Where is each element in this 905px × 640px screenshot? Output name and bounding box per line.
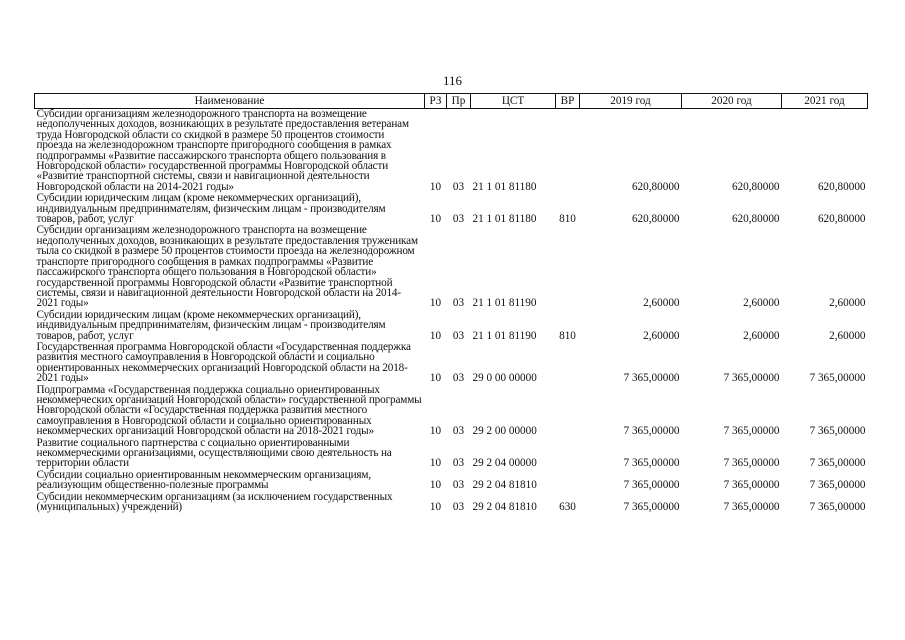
row-2021: 2,60000: [829, 329, 866, 342]
row-name: Субсидии юридическим лицам (кроме некоммерческих организаций), индивидуальным предпринимателям, физическим лицам - производителям товаров, работ, услуг: [36, 192, 386, 226]
row-2021: 620,80000: [817, 180, 866, 193]
header-vr: ВР: [556, 94, 580, 109]
row-rz: 10: [429, 329, 442, 342]
table-row: [35, 109, 868, 194]
table-row: [35, 342, 868, 385]
row-pr: 03: [452, 425, 465, 438]
row-vr: [556, 385, 580, 438]
header-rz: РЗ: [425, 94, 447, 109]
row-vr: [556, 438, 580, 470]
row-cst: 21 1 01 81190: [472, 329, 537, 342]
row-rz: 10: [429, 457, 442, 470]
row-cst: 21 1 01 81180: [472, 213, 537, 226]
row-vr: 810: [559, 329, 576, 342]
row-cst: 29 2 00 00000: [472, 425, 537, 438]
row-vr: [556, 342, 580, 385]
row-vr: [556, 470, 580, 492]
row-pr: 03: [452, 213, 465, 226]
row-2020: 2,60000: [743, 329, 780, 342]
row-vr: [556, 109, 580, 194]
row-2019: 7 365,00000: [623, 372, 680, 385]
row-pr: 03: [452, 501, 465, 514]
row-vr: [556, 225, 580, 309]
table-row: [35, 310, 868, 342]
row-rz: 10: [429, 180, 442, 193]
header-2019: 2019 год: [580, 94, 682, 109]
header-cst: ЦСТ: [471, 94, 556, 109]
row-2019: 7 365,00000: [623, 501, 680, 514]
row-pr: 03: [452, 180, 465, 193]
row-pr: 03: [452, 372, 465, 385]
row-cst: 29 0 00 00000: [472, 372, 537, 385]
row-name: Субсидии социально ориентированным некоммерческим организациям, реализующим общественно-полезные программы: [36, 468, 371, 492]
row-2021: 620,80000: [817, 213, 866, 226]
row-name: Субсидии юридическим лицам (кроме некоммерческих организаций), индивидуальным предпринимателям, физическим лицам - производителям товаров, работ, услуг: [36, 308, 386, 342]
row-cst: 29 2 04 81810: [472, 501, 537, 514]
table-row: [35, 193, 868, 225]
row-name: Развитие социального партнерства с социально ориентированными некоммерческими организациями, осуществляющими свою деятельность на территории области: [36, 436, 392, 470]
row-cst: 29 2 04 00000: [472, 457, 537, 470]
row-2019: 7 365,00000: [623, 479, 680, 492]
row-name: Субсидии некоммерческим организациям (за исключением государственных (муниципальных) учреждений): [36, 490, 393, 514]
row-cst: 29 2 04 81810: [472, 479, 537, 492]
row-2020: 620,80000: [731, 213, 780, 226]
row-2020: 7 365,00000: [723, 425, 780, 438]
row-2021: 7 365,00000: [809, 425, 866, 438]
header-2021: 2021 год: [782, 94, 868, 109]
row-2020: 7 365,00000: [723, 501, 780, 514]
table-row: [35, 470, 868, 492]
header-name: Наименование: [35, 94, 425, 109]
row-rz: 10: [429, 297, 442, 310]
row-rz: 10: [429, 501, 442, 514]
row-pr: 03: [452, 479, 465, 492]
row-rz: 10: [429, 372, 442, 385]
row-2020: 2,60000: [743, 297, 780, 310]
row-2020: 7 365,00000: [723, 479, 780, 492]
row-cst: 21 1 01 81180: [472, 180, 537, 193]
row-2021: 7 365,00000: [809, 457, 866, 470]
header-pr: Пр: [447, 94, 471, 109]
row-2021: 2,60000: [829, 297, 866, 310]
row-2019: 620,80000: [631, 180, 680, 193]
row-2020: 620,80000: [731, 180, 780, 193]
row-vr: 630: [559, 501, 576, 514]
table-row: [35, 438, 868, 470]
row-name: Подпрограмма «Государственная поддержка социально ориентированных некоммерческих организаций Новгородской области» государственной программы Новгородской области «Государственная поддержка развития местного самоуправления в Новгородской области и социально ориентированных некоммерческих организаций Новгородской области на 2018-2021 годы»: [36, 383, 422, 438]
row-rz: 10: [429, 213, 442, 226]
row-2020: 7 365,00000: [723, 372, 780, 385]
row-2019: 7 365,00000: [623, 425, 680, 438]
row-cst: 21 1 01 81190: [472, 297, 537, 310]
row-vr: 810: [559, 213, 576, 226]
row-pr: 03: [452, 329, 465, 342]
row-rz: 10: [429, 425, 442, 438]
row-name: Субсидии организациям железнодорожного транспорта на возмещение недополученных доходов, возникающих в результате предоставления ветеранам труда Новгородской области со скидкой в размере 50 процентов стоимости проезда на железнодорожном транспорте пригородного сообщения в рамках подпрограммы «Развитие пассажирского транспорта общего пользования в Новгородской области» государственной программы Новгородской области «Развитие транспортной системы, связи и навигационной деятельности Новгородской области на 2014-2021 годы»: [36, 108, 409, 193]
row-2020: 7 365,00000: [723, 457, 780, 470]
row-2019: 2,60000: [643, 297, 680, 310]
header-2020: 2020 год: [682, 94, 782, 109]
row-pr: 03: [452, 457, 465, 470]
table-row: [35, 492, 868, 514]
row-2019: 2,60000: [643, 329, 680, 342]
row-2021: 7 365,00000: [809, 372, 866, 385]
table-header-row: [35, 94, 868, 109]
row-2019: 620,80000: [631, 213, 680, 226]
table-row: [35, 225, 868, 309]
row-2019: 7 365,00000: [623, 457, 680, 470]
row-name: Государственная программа Новгородской области «Государственная поддержка развития местного самоуправления в Новгородской области и социально ориентированных некоммерческих организаций Новгородской области на 2018-2021 годы»: [36, 340, 411, 385]
budget-table: [34, 93, 868, 513]
table-row: [35, 385, 868, 438]
row-name: Субсидии организациям железнодорожного транспорта на возмещение недополученных доходов, возникающих в результате предоставления труженикам тыла со скидкой в размере 50 процентов стоимости проезда на железнодорожном транспорте пригородного сообщения в рамках подпрограммы «Развитие пассажирского транспорта общего пользования в Новгородской области» государственной программы Новгородской области «Развитие транспортной системы, связи и навигационной деятельности Новгородской области на 2014-2021 годы»: [36, 224, 418, 310]
row-2021: 7 365,00000: [809, 501, 866, 514]
row-pr: 03: [452, 297, 465, 310]
row-2021: 7 365,00000: [809, 479, 866, 492]
page-number: 116: [442, 73, 463, 88]
row-rz: 10: [429, 479, 442, 492]
